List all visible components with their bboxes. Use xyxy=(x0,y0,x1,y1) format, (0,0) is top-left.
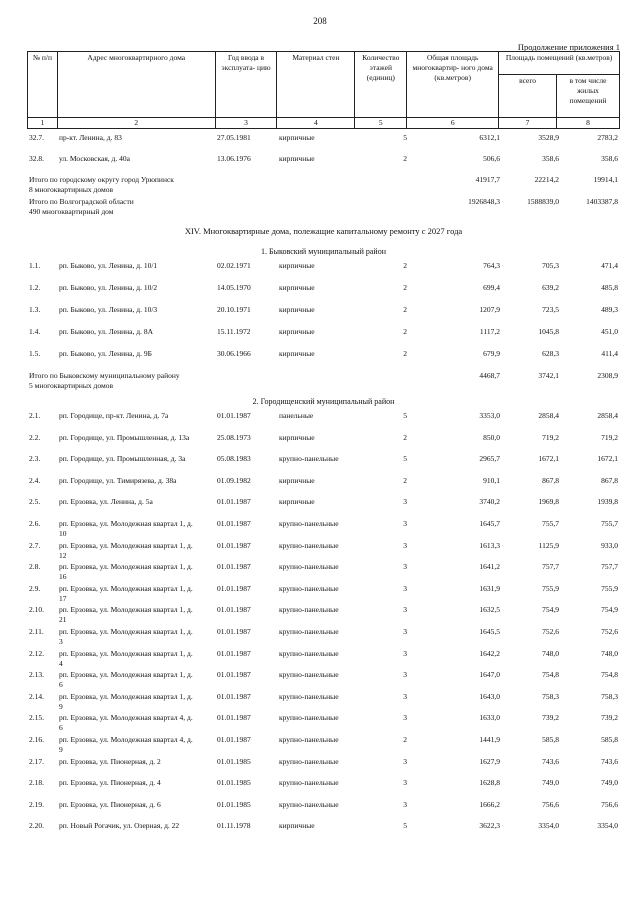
row-area-living: 1672,1 xyxy=(597,454,618,464)
row-address: рп. Городище, ул. Тимирязева, д. 38а xyxy=(59,475,177,485)
row-number: 2.3. xyxy=(29,454,41,464)
row-year: 01.01.1987 xyxy=(217,713,251,723)
row-address: рп. Быково, ул. Ленина, д. 10/3 xyxy=(59,305,158,314)
table-row xyxy=(27,411,620,433)
district-1-total xyxy=(27,371,620,393)
row-area-all: 358,6 xyxy=(542,154,559,163)
row-floors: 5 xyxy=(403,454,407,464)
row-area-all: 739,2 xyxy=(542,713,559,723)
row-address: рп. Городище, ул. Промышленная, д. 13а xyxy=(59,432,190,442)
row-area-all: 585,8 xyxy=(542,734,559,744)
header-total-area: Общая площадь многоквартир- ного дома (кв.метров) xyxy=(407,52,499,118)
row-area-living: 754,9 xyxy=(601,605,618,615)
row-material: крупно-панельные xyxy=(279,778,339,788)
row-floors: 2 xyxy=(403,734,407,744)
row-year: 01.01.1987 xyxy=(217,670,251,680)
table-row xyxy=(27,261,620,283)
row-year: 01.01.1987 xyxy=(217,605,251,615)
row-year: 05.08.1983 xyxy=(217,454,251,464)
row-area-living: 757,7 xyxy=(601,562,618,572)
row-total-area: 2965,7 xyxy=(479,454,500,464)
row-total-area: 910,1 xyxy=(483,475,500,485)
row-material: крупно-панельные xyxy=(279,562,339,572)
table-row xyxy=(27,154,620,175)
row-material: кирпичные xyxy=(279,475,315,485)
row-floors: 2 xyxy=(403,349,407,358)
row-floors: 5 xyxy=(403,821,407,831)
row-number: 2.10. xyxy=(29,605,44,615)
row-floors: 3 xyxy=(403,562,407,572)
row-number: 2.14. xyxy=(29,691,44,701)
row-area-living: 2858,4 xyxy=(597,411,618,420)
row-area-all: 1045,8 xyxy=(538,327,559,336)
row-floors: 3 xyxy=(403,799,407,809)
row-area-living: 749,0 xyxy=(601,778,618,788)
row-area-living: 585,8 xyxy=(601,734,618,744)
row-area-all: 754,8 xyxy=(542,670,559,680)
total-area-living: 1403387,8 xyxy=(586,197,618,206)
row-number: 32.7. xyxy=(29,133,44,142)
col-number: 3 xyxy=(215,118,277,129)
total-area: 41917,7 xyxy=(475,175,500,184)
table-row xyxy=(27,605,620,627)
row-area-all: 755,7 xyxy=(542,518,559,528)
row-total-area: 6312,1 xyxy=(479,133,500,142)
total-area: 4468,7 xyxy=(479,371,500,380)
row-material: крупно-панельные xyxy=(279,454,339,464)
row-area-living: 1939,8 xyxy=(597,497,618,507)
row-material: кирпичные xyxy=(279,327,315,336)
row-material: кирпичные xyxy=(279,349,315,358)
row-address: рп. Городище, пр-кт. Ленина, д. 7а xyxy=(59,411,169,420)
row-floors: 2 xyxy=(403,432,407,442)
row-year: 02.02.1971 xyxy=(217,261,251,270)
row-address: рп. Быково, ул. Ленина, д. 10/1 xyxy=(59,261,158,270)
row-number: 2.5. xyxy=(29,497,41,507)
table-row xyxy=(27,541,620,563)
row-area-living: 758,3 xyxy=(601,691,618,701)
row-material: крупно-панельные xyxy=(279,540,339,550)
row-number: 2.4. xyxy=(29,475,41,485)
row-address: рп. Ерзовка, ул. Пионерная, д. 6 xyxy=(59,799,161,809)
row-material: крупно-панельные xyxy=(279,799,339,809)
row-material: крупно-панельные xyxy=(279,670,339,680)
total-row xyxy=(27,371,620,393)
continuation-note: Продолжение приложения 1 xyxy=(517,42,620,52)
row-area-all: 628,3 xyxy=(542,349,559,358)
row-year: 01.01.1987 xyxy=(217,540,251,550)
row-area-all: 749,0 xyxy=(542,778,559,788)
row-total-area: 1632,5 xyxy=(479,605,500,615)
col-number: 8 xyxy=(556,118,619,129)
row-number: 2.12. xyxy=(29,648,44,658)
row-area-living: 752,6 xyxy=(601,626,618,636)
row-address: рп. Ерзовка, ул. Молодежная квартал 1, д. 10 xyxy=(59,518,193,538)
row-total-area: 3622,3 xyxy=(479,821,500,831)
row-floors: 2 xyxy=(403,283,407,292)
row-material: крупно-панельные xyxy=(279,756,339,766)
header-address: Адрес многоквартирного дома xyxy=(57,52,215,118)
row-area-living: 867,8 xyxy=(601,475,618,485)
row-area-all: 752,6 xyxy=(542,626,559,636)
row-area-all: 639,2 xyxy=(542,283,559,292)
row-area-all: 719,2 xyxy=(542,432,559,442)
row-address: рп. Ерзовка, ул. Молодежная квартал 1, д. 9 xyxy=(59,691,193,711)
row-number: 1.1. xyxy=(29,261,41,270)
row-address: рп. Ерзовка, ул. Молодежная квартал 1, д. 4 xyxy=(59,648,193,668)
total-row xyxy=(27,197,620,219)
row-area-living: 451,0 xyxy=(601,327,618,336)
row-year: 15.11.1972 xyxy=(217,327,251,336)
row-area-living: 3354,0 xyxy=(597,821,618,831)
row-address: рп. Ерзовка, ул. Молодежная квартал 1, д. 3 xyxy=(59,626,193,646)
row-total-area: 1642,2 xyxy=(479,648,500,658)
table-row xyxy=(27,133,620,154)
row-material: кирпичные xyxy=(279,261,315,270)
row-number: 2.15. xyxy=(29,713,44,723)
row-number: 1.3. xyxy=(29,305,41,314)
row-number: 2.6. xyxy=(29,518,41,528)
row-address: рп. Городище, ул. Промышленная, д. 3а xyxy=(59,454,186,464)
row-number: 2.7. xyxy=(29,540,41,550)
row-number: 2.9. xyxy=(29,583,41,593)
table-row xyxy=(27,584,620,606)
row-floors: 2 xyxy=(403,475,407,485)
row-total-area: 679,9 xyxy=(483,349,500,358)
row-area-all: 867,8 xyxy=(542,475,559,485)
row-number: 2.8. xyxy=(29,562,41,572)
row-material: кирпичные xyxy=(279,821,315,831)
col-number: 1 xyxy=(28,118,58,129)
row-year: 01.01.1987 xyxy=(217,497,251,507)
row-area-all: 2858,4 xyxy=(538,411,559,420)
row-address: пр-кт. Ленина, д. 83 xyxy=(59,133,122,142)
row-address: рп. Новый Рогачик, ул. Озерная, д. 22 xyxy=(59,821,180,831)
totals-group xyxy=(27,175,620,219)
table-row xyxy=(27,519,620,541)
row-area-all: 1125,9 xyxy=(538,540,559,550)
table-row xyxy=(27,562,620,584)
table-row xyxy=(27,476,620,498)
page-number: 208 xyxy=(313,16,327,26)
table-row xyxy=(27,735,620,757)
row-floors: 2 xyxy=(403,261,407,270)
row-material: кирпичные xyxy=(279,305,315,314)
row-area-living: 411,4 xyxy=(601,349,618,358)
row-floors: 2 xyxy=(403,327,407,336)
row-floors: 3 xyxy=(403,583,407,593)
row-number: 1.2. xyxy=(29,283,41,292)
row-number: 2.18. xyxy=(29,778,44,788)
row-floors: 3 xyxy=(403,713,407,723)
row-floors: 3 xyxy=(403,670,407,680)
row-floors: 2 xyxy=(403,154,407,163)
row-material: крупно-панельные xyxy=(279,518,339,528)
row-material: панельные xyxy=(279,411,314,420)
row-total-area: 1647,0 xyxy=(479,670,500,680)
row-area-all: 3354,0 xyxy=(538,821,559,831)
row-area-living: 2783,2 xyxy=(597,133,618,142)
row-number: 1.5. xyxy=(29,349,41,358)
row-total-area: 1613,3 xyxy=(479,540,500,550)
row-year: 01.01.1987 xyxy=(217,562,251,572)
row-number: 2.1. xyxy=(29,411,41,420)
row-year: 01.11.1978 xyxy=(217,821,251,831)
row-total-area: 1666,2 xyxy=(479,799,500,809)
header-premises-area: Площадь помещений (кв.метров) xyxy=(499,52,620,75)
row-floors: 3 xyxy=(403,605,407,615)
row-year: 01.01.1987 xyxy=(217,734,251,744)
total-area: 1926848,3 xyxy=(468,197,500,206)
row-total-area: 1643,0 xyxy=(479,691,500,701)
row-area-living: 719,2 xyxy=(601,432,618,442)
row-material: крупно-панельные xyxy=(279,605,339,615)
row-floors: 3 xyxy=(403,518,407,528)
row-number: 2.20. xyxy=(29,821,44,831)
row-year: 14.05.1970 xyxy=(217,283,251,292)
total-area-all: 22214,2 xyxy=(534,175,559,184)
row-material: крупно-панельные xyxy=(279,626,339,636)
row-total-area: 699,4 xyxy=(483,283,500,292)
row-year: 01.01.1987 xyxy=(217,411,251,420)
row-address: рп. Быково, ул. Ленина, д. 8А xyxy=(59,327,153,336)
row-material: крупно-панельные xyxy=(279,648,339,658)
row-total-area: 1627,9 xyxy=(479,756,500,766)
district-1-rows xyxy=(27,261,620,371)
table-row xyxy=(27,433,620,455)
row-area-all: 1672,1 xyxy=(538,454,559,464)
total-label: Итого по городскому округу город Урюпинск 8 многоквартирных домов xyxy=(29,175,174,194)
table-row xyxy=(27,713,620,735)
row-material: кирпичные xyxy=(279,283,315,292)
row-area-all: 756,6 xyxy=(542,799,559,809)
row-year: 20.10.1971 xyxy=(217,305,251,314)
row-year: 01.01.1987 xyxy=(217,691,251,701)
row-total-area: 1633,0 xyxy=(479,713,500,723)
row-address: рп. Ерзовка, ул. Пионерная, д. 4 xyxy=(59,778,161,788)
row-number: 2.19. xyxy=(29,799,44,809)
header-all: всего xyxy=(499,75,557,118)
row-floors: 5 xyxy=(403,133,407,142)
row-area-living: 755,9 xyxy=(601,583,618,593)
row-year: 01.09.1982 xyxy=(217,475,251,485)
row-material: кирпичные xyxy=(279,133,315,142)
table-row xyxy=(27,283,620,305)
row-address: рп. Ерзовка, ул. Молодежная квартал 4, д. 9 xyxy=(59,734,193,754)
total-label: Итого по Волгоградской области 490 многоквартирный дом xyxy=(29,197,134,216)
row-year: 01.01.1987 xyxy=(217,518,251,528)
row-number: 1.4. xyxy=(29,327,41,336)
row-area-all: 754,9 xyxy=(542,605,559,615)
row-year: 27.05.1981 xyxy=(217,133,251,142)
row-year: 25.08.1973 xyxy=(217,432,251,442)
col-number: 6 xyxy=(407,118,499,129)
row-area-living: 739,2 xyxy=(601,713,618,723)
row-address: ул. Московская, д. 40а xyxy=(59,154,130,163)
row-area-all: 755,9 xyxy=(542,583,559,593)
row-address: рп. Быково, ул. Ленина, д. 10/2 xyxy=(59,283,158,292)
header-num: № п/п xyxy=(28,52,58,118)
row-year: 01.01.1987 xyxy=(217,626,251,636)
total-row xyxy=(27,175,620,197)
row-address: рп. Ерзовка, ул. Молодежная квартал 1, д. 21 xyxy=(59,605,193,625)
row-floors: 3 xyxy=(403,648,407,658)
col-number: 7 xyxy=(499,118,557,129)
row-number: 32.8. xyxy=(29,154,44,163)
row-area-living: 489,3 xyxy=(601,305,618,314)
row-area-all: 748,0 xyxy=(542,648,559,658)
row-year: 30.06.1966 xyxy=(217,349,251,358)
table-row xyxy=(27,800,620,822)
row-area-all: 3528,9 xyxy=(538,133,559,142)
row-area-all: 1969,8 xyxy=(538,497,559,507)
row-material: кирпичные xyxy=(279,154,315,163)
header-material: Материал стен xyxy=(277,52,355,118)
table-row xyxy=(27,349,620,371)
row-address: рп. Быково, ул. Ленина, д. 9Б xyxy=(59,349,152,358)
row-year: 13.06.1976 xyxy=(217,154,251,163)
row-address: рп. Ерзовка, ул. Молодежная квартал 4, д. 6 xyxy=(59,713,193,733)
row-number: 2.13. xyxy=(29,670,44,680)
row-total-area: 3740,2 xyxy=(479,497,500,507)
district-2-title: 2. Городищенский муниципальный район xyxy=(252,397,395,406)
row-number: 2.16. xyxy=(29,734,44,744)
row-address: рп. Ерзовка, ул. Ленина, д. 5а xyxy=(59,497,153,507)
row-area-living: 755,7 xyxy=(601,518,618,528)
row-year: 01.01.1985 xyxy=(217,799,251,809)
row-total-area: 3353,0 xyxy=(479,411,500,420)
table-row xyxy=(27,454,620,476)
row-floors: 3 xyxy=(403,756,407,766)
row-total-area: 1641,2 xyxy=(479,562,500,572)
row-floors: 2 xyxy=(403,305,407,314)
row-total-area: 1628,8 xyxy=(479,778,500,788)
table-row xyxy=(27,627,620,649)
row-total-area: 1631,9 xyxy=(479,583,500,593)
row-area-all: 758,3 xyxy=(542,691,559,701)
district-1-title: 1. Быковский муниципальный район xyxy=(261,247,386,256)
table-body xyxy=(27,133,620,843)
row-year: 01.01.1987 xyxy=(217,648,251,658)
row-area-living: 748,0 xyxy=(601,648,618,658)
table-row xyxy=(27,757,620,779)
section-title: XIV. Многоквартирные дома, полежащие капитальному ремонту с 2027 года xyxy=(184,226,463,236)
table-row xyxy=(27,305,620,327)
col-number: 4 xyxy=(277,118,355,129)
row-address: рп. Ерзовка, ул. Молодежная квартал 1, д. 16 xyxy=(59,562,193,582)
row-total-area: 1441,9 xyxy=(479,734,500,744)
row-area-living: 471,4 xyxy=(601,261,618,270)
total-area-all: 3742,1 xyxy=(538,371,559,380)
total-area-living: 2308,9 xyxy=(597,371,618,380)
table-row xyxy=(27,649,620,671)
row-area-living: 754,8 xyxy=(601,670,618,680)
row-address: рп. Ерзовка, ул. Молодежная квартал 1, д. 17 xyxy=(59,583,193,603)
row-floors: 3 xyxy=(403,540,407,550)
table-row xyxy=(27,692,620,714)
row-material: кирпичные xyxy=(279,432,315,442)
row-area-all: 723,5 xyxy=(542,305,559,314)
table-row xyxy=(27,778,620,800)
row-material: крупно-панельные xyxy=(279,713,339,723)
row-area-living: 358,6 xyxy=(601,154,618,163)
row-total-area: 1207,9 xyxy=(479,305,500,314)
row-material: крупно-панельные xyxy=(279,734,339,744)
row-area-all: 757,7 xyxy=(542,562,559,572)
row-total-area: 1117,2 xyxy=(479,327,500,336)
row-area-all: 743,6 xyxy=(542,756,559,766)
row-material: крупно-панельные xyxy=(279,583,339,593)
table-row xyxy=(27,670,620,692)
header-living: в том числе жилых помещений xyxy=(556,75,619,118)
table-row xyxy=(27,497,620,519)
row-area-living: 933,0 xyxy=(601,540,618,550)
top-rows-group xyxy=(27,133,620,175)
row-material: крупно-панельные xyxy=(279,691,339,701)
row-address: рп. Ерзовка, ул. Молодежная квартал 1, д. 6 xyxy=(59,670,193,690)
row-floors: 5 xyxy=(403,411,407,420)
col-number: 2 xyxy=(57,118,215,129)
table-row xyxy=(27,327,620,349)
col-number: 5 xyxy=(355,118,407,129)
row-total-area: 850,0 xyxy=(483,432,500,442)
row-material: кирпичные xyxy=(279,497,315,507)
row-floors: 3 xyxy=(403,626,407,636)
row-year: 01.01.1985 xyxy=(217,778,251,788)
row-floors: 3 xyxy=(403,778,407,788)
row-total-area: 506,6 xyxy=(483,154,500,163)
row-year: 01.01.1987 xyxy=(217,583,251,593)
row-number: 2.17. xyxy=(29,756,44,766)
header-year: Год ввода в эксплуата- цию xyxy=(215,52,277,118)
row-area-living: 756,6 xyxy=(601,799,618,809)
total-label: Итого по Быковскому муниципальному району 5 многоквартирных домов xyxy=(29,371,180,390)
header-floors: Количество этажей (единиц) xyxy=(355,52,407,118)
total-area-living: 19914,1 xyxy=(593,175,618,184)
row-address: рп. Ерзовка, ул. Пионерная, д. 2 xyxy=(59,756,161,766)
row-area-living: 743,6 xyxy=(601,756,618,766)
row-number: 2.11. xyxy=(29,626,44,636)
row-year: 01.01.1985 xyxy=(217,756,251,766)
row-floors: 3 xyxy=(403,497,407,507)
row-address: рп. Ерзовка, ул. Молодежная квартал 1, д. 12 xyxy=(59,540,193,560)
table-row xyxy=(27,821,620,843)
row-total-area: 1645,5 xyxy=(479,626,500,636)
row-floors: 3 xyxy=(403,691,407,701)
row-total-area: 764,3 xyxy=(483,261,500,270)
row-area-all: 705,3 xyxy=(542,261,559,270)
row-area-living: 485,8 xyxy=(601,283,618,292)
district-2-rows xyxy=(27,411,620,843)
row-number: 2.2. xyxy=(29,432,41,442)
total-area-all: 1588839,0 xyxy=(527,197,559,206)
table-header xyxy=(27,51,620,129)
row-total-area: 1645,7 xyxy=(479,518,500,528)
